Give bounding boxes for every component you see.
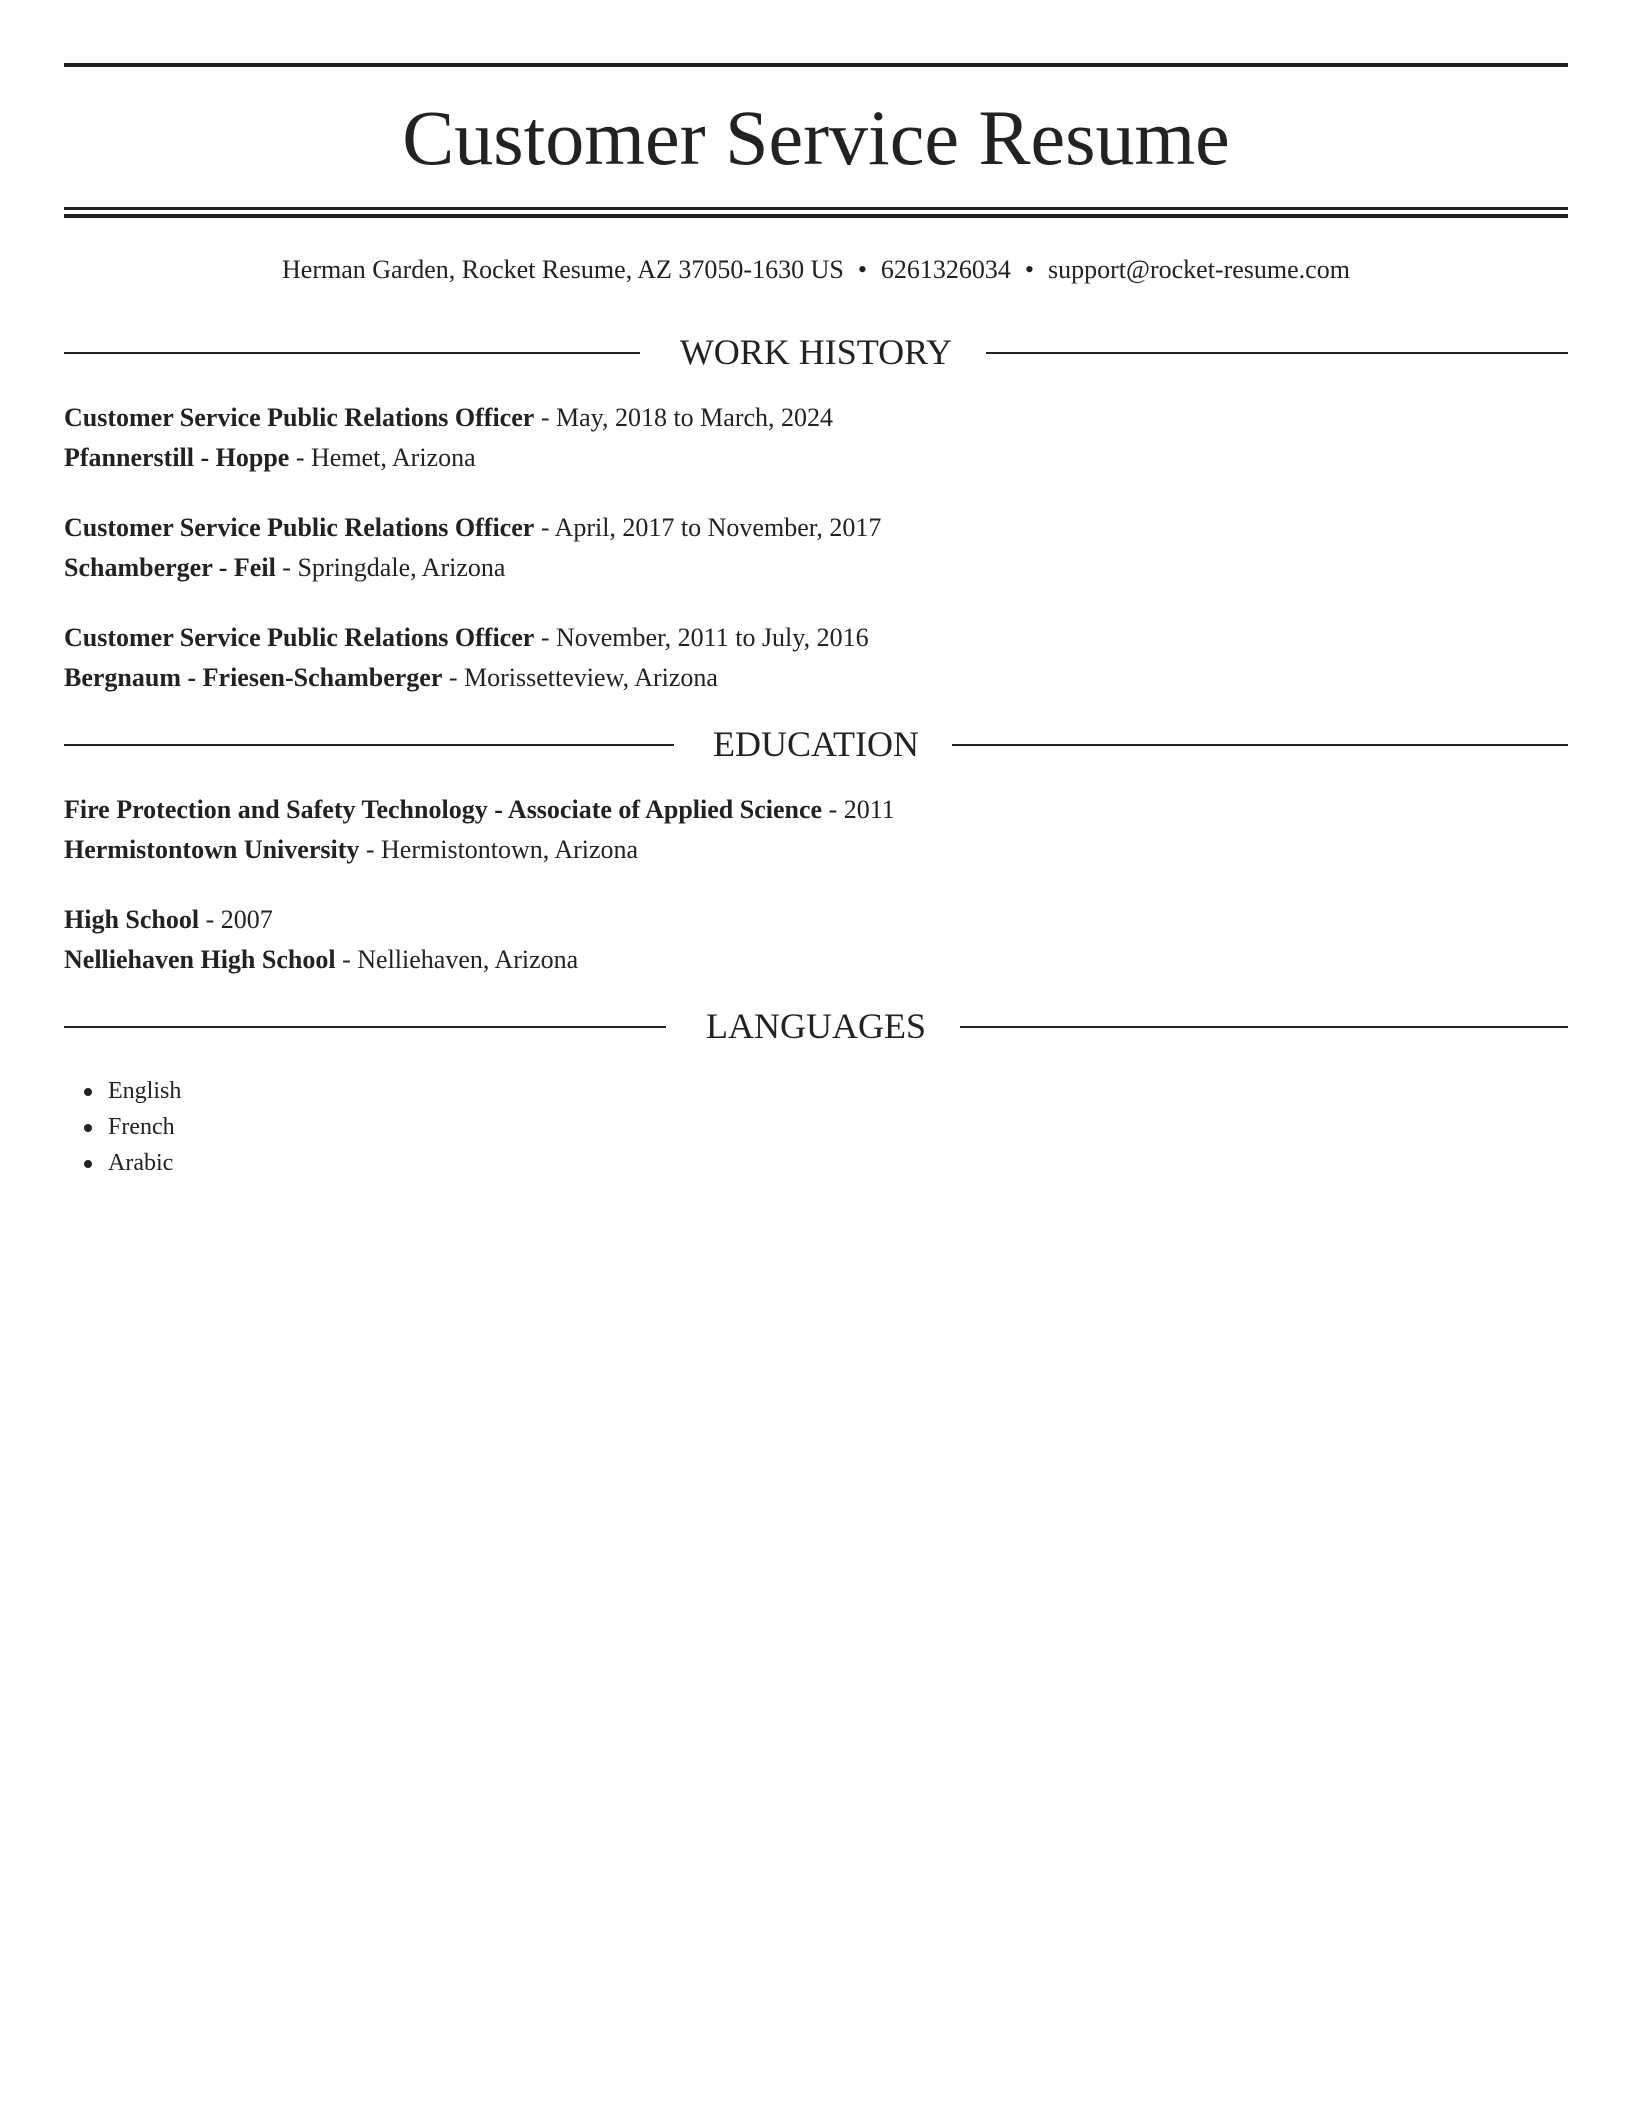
job-location: Morissetteview, Arizona (464, 663, 718, 692)
job-title-line (64, 620, 869, 656)
job-location: Springdale, Arizona (297, 553, 506, 582)
section-heading-work-history (64, 330, 1568, 374)
contact-line (64, 252, 1568, 288)
language-name: English (108, 1078, 182, 1104)
degree-line: High School - 2007 (64, 905, 273, 934)
contact-separator: • (857, 255, 867, 284)
language-name: French (108, 1114, 175, 1140)
dash: - (534, 623, 556, 652)
list-item (108, 1073, 181, 1109)
degree-year: 2007 (220, 905, 273, 934)
job-dates: April, 2017 to November, 2017 (554, 513, 882, 542)
job-company-line (64, 440, 476, 476)
school-location: Hermistontown, Arizona (381, 835, 639, 864)
job-company-line (64, 660, 718, 696)
job-title: Customer Service Public Relations Officer (64, 403, 535, 432)
list-item (108, 1145, 181, 1181)
resume-title: Customer Service Resume (402, 94, 1230, 181)
job-title: Customer Service Public Relations Officer (64, 623, 535, 652)
dash: - (289, 443, 312, 472)
title-double-rule-upper (64, 207, 1568, 210)
heading-rule-right (986, 352, 1568, 354)
job-location: Hemet, Arizona (311, 443, 476, 472)
heading-rule-right (960, 1026, 1568, 1028)
contact-separator: • (1024, 255, 1035, 284)
degree-line: Fire Protection and Safety Technology - Associate of Applied Science - 2011 (64, 795, 895, 824)
language-list (108, 1073, 181, 1181)
dash: - (534, 403, 556, 432)
degree-year: 2011 (843, 795, 895, 824)
contact-address: Herman Garden, Rocket Resume, AZ 37050-1630 US (282, 255, 844, 284)
section-title: WORK HISTORY (679, 332, 953, 372)
job-title: Customer Service Public Relations Officer (64, 513, 535, 542)
school-name: Hermistontown University (64, 835, 360, 864)
job-company: Bergnaum - Friesen-Schamberger (64, 663, 443, 692)
job-dates: May, 2018 to March, 2024 (555, 403, 834, 432)
degree: High School (64, 905, 200, 934)
section-title: EDUCATION (713, 724, 919, 764)
school-line: Nelliehaven High School - Nelliehaven, Arizona (64, 945, 579, 974)
job-dates: November, 2011 to July, 2016 (555, 623, 869, 652)
section-title: LANGUAGES (706, 1006, 926, 1046)
contact-email: support@rocket-resume.com (1048, 255, 1350, 284)
bullet-icon (84, 1088, 92, 1096)
top-rule (64, 63, 1568, 67)
school-name: Nelliehaven High School (64, 945, 336, 974)
dash: - (442, 663, 465, 692)
section-heading-languages (64, 1004, 1568, 1048)
dash: - (534, 513, 555, 542)
job-title-line (64, 510, 881, 546)
contact-phone: 6261326034 (880, 255, 1011, 284)
section-heading-education (64, 722, 1568, 766)
bullet-icon (84, 1160, 92, 1168)
language-name: Arabic (108, 1150, 174, 1176)
dash: - (275, 553, 298, 582)
job-company: Schamberger - Feil (64, 553, 276, 582)
list-item (108, 1109, 181, 1145)
job-title-line (64, 400, 833, 436)
job-company-line (64, 550, 505, 586)
title-double-rule-lower (64, 214, 1568, 218)
job-company: Pfannerstill - Hoppe (64, 443, 290, 472)
degree: Fire Protection and Safety Technology - Associate of Applied Science (64, 795, 823, 824)
heading-rule-right (952, 744, 1568, 746)
school-line: Hermistontown University - Hermistontown, Arizona (64, 835, 639, 864)
school-location: Nelliehaven, Arizona (357, 945, 579, 974)
bullet-icon (84, 1124, 92, 1132)
